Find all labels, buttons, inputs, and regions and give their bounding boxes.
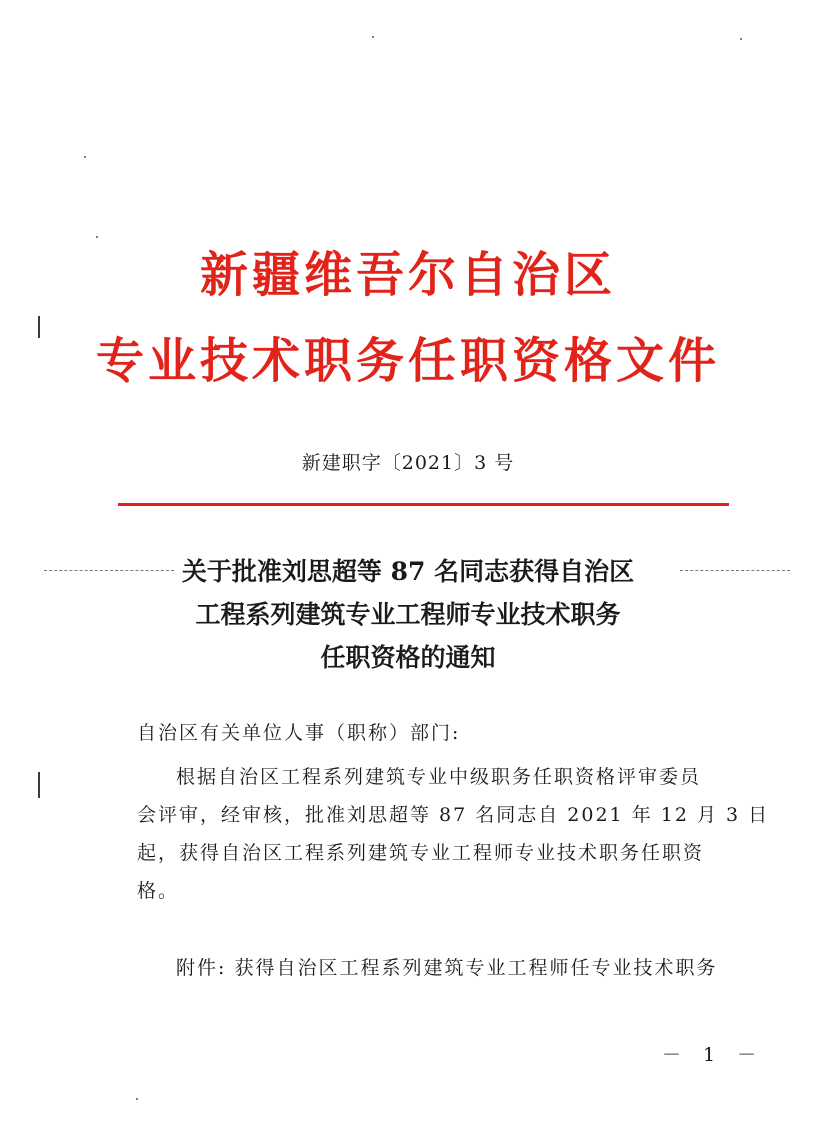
document-type-title: 专业技术职务任职资格文件 xyxy=(95,333,720,389)
scan-speck xyxy=(372,36,374,38)
red-divider-line xyxy=(118,503,729,506)
scan-artifact-mark xyxy=(38,772,40,798)
paragraph-line: 会评审，经审核，批准刘思超等 87 名同志自 2021 年 12 月 3 日 xyxy=(137,804,770,826)
notice-title-line-2: 工程系列建筑专业工程师专业技术职务 xyxy=(195,600,621,629)
notice-title-line-1: 关于批准刘思超等 87 名同志获得自治区 xyxy=(181,557,635,586)
page-number: － 1 － xyxy=(662,1044,765,1066)
paragraph-line: 根据自治区工程系列建筑专业中级职务任职资格评审委员 xyxy=(176,766,702,788)
paragraph-line: 起，获得自治区工程系列建筑专业工程师专业技术职务任职资 xyxy=(137,842,705,864)
attachment-line: 附件: 获得自治区工程系列建筑专业工程师任专业技术职务 xyxy=(176,957,718,979)
document-number: 新建职字〔2021〕3 号 xyxy=(301,452,515,474)
addressee: 自治区有关单位人事（职称）部门: xyxy=(137,722,461,744)
scan-speck xyxy=(136,1098,138,1100)
scan-speck xyxy=(740,38,742,40)
paragraph-line: 格。 xyxy=(137,880,180,902)
scan-speck xyxy=(84,156,86,158)
notice-title-line-3: 任职资格的通知 xyxy=(320,643,496,672)
issuer-title: 新疆维吾尔自治区 xyxy=(199,247,616,303)
